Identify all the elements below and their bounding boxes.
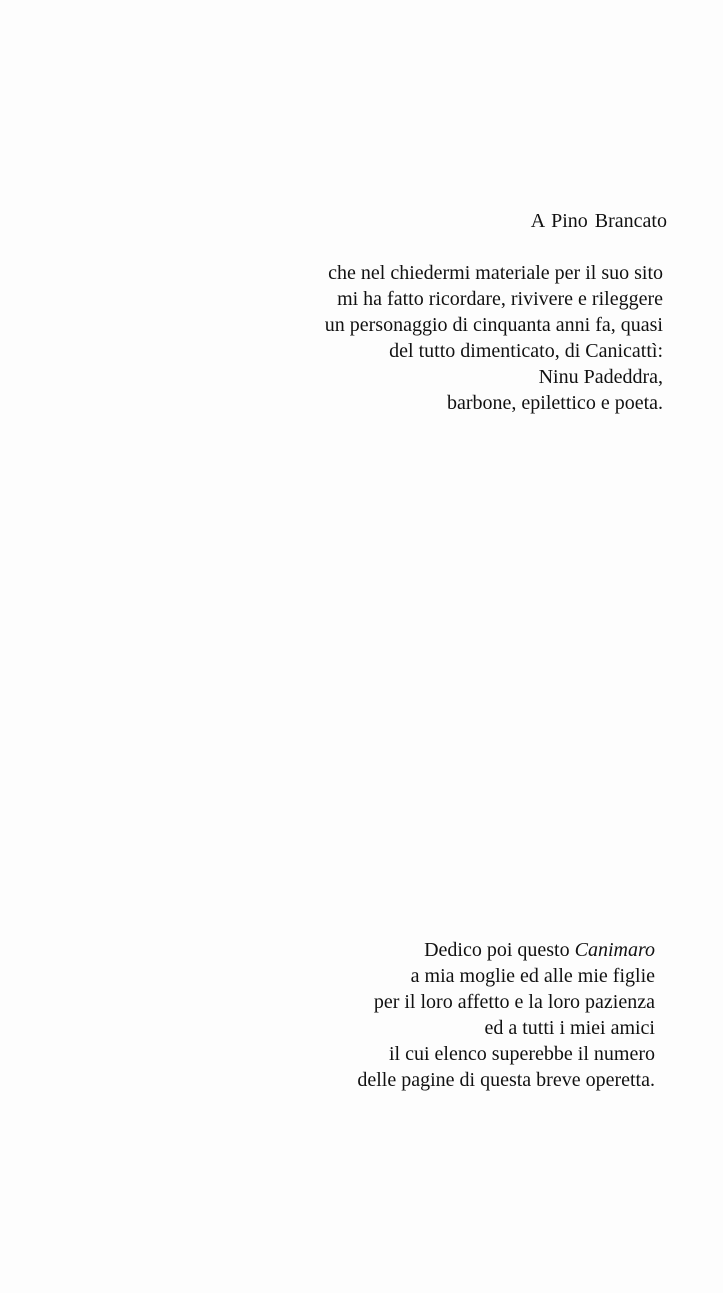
text-line-with-title: [357, 937, 655, 963]
dedication-heading: A Pino Brancato: [530, 210, 667, 232]
dedication-first-block: [325, 260, 663, 416]
text-line: barbone, epilettico e poeta.: [446, 392, 663, 414]
text-line: delle pagine di questa breve operetta.: [357, 1069, 655, 1091]
text-line: a mia moglie ed alle mie figlie: [410, 965, 655, 987]
dedication-second-block: [357, 937, 655, 1093]
text-line: mi ha fatto ricordare, rivivere e rileggere: [337, 288, 663, 310]
text-line: ed a tutti i miei amici: [484, 1017, 655, 1039]
text-line: il cui elenco superebbe il numero: [388, 1043, 655, 1065]
text-line: un personaggio di cinquanta anni fa, quasi: [324, 314, 663, 336]
book-title: Canimaro: [574, 939, 655, 961]
text-prefix: Dedico poi questo: [424, 939, 575, 961]
text-line: per il loro affetto e la loro pazienza: [373, 991, 655, 1013]
text-line: che nel chiedermi materiale per il suo sito: [328, 262, 663, 284]
text-line: del tutto dimenticato, di Canicattì:: [389, 340, 663, 362]
text-line: Ninu Padeddra,: [538, 366, 663, 388]
